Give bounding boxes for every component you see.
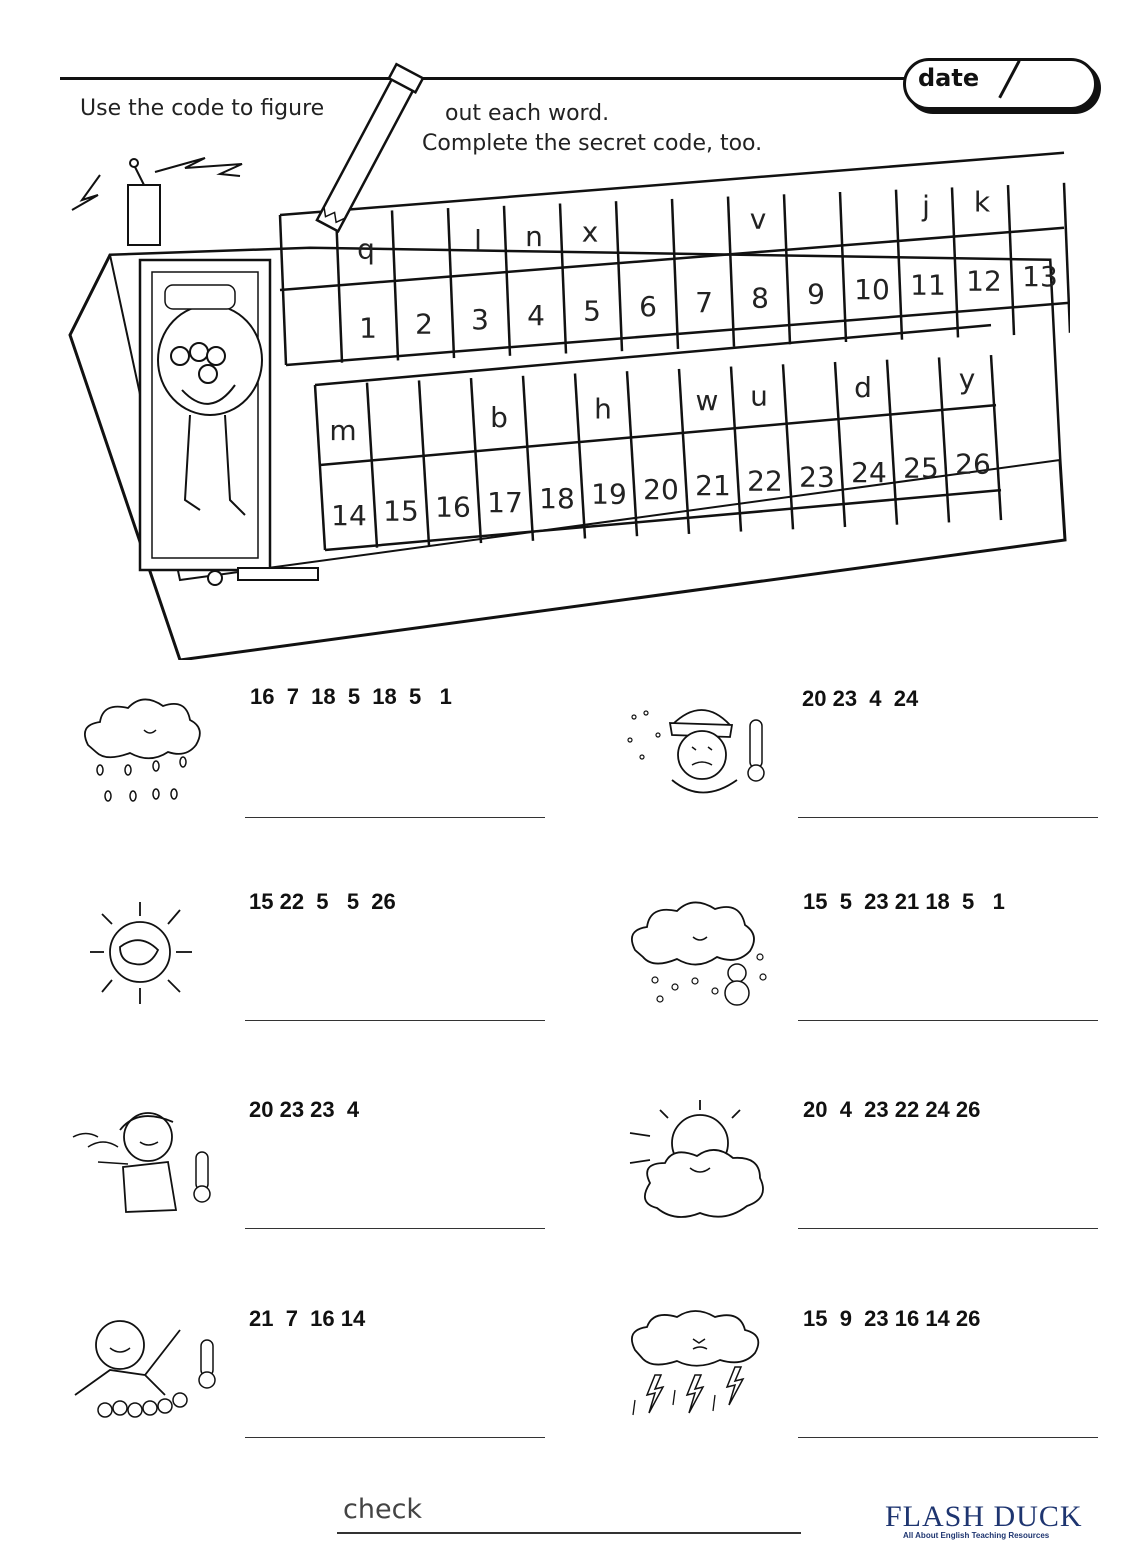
- grid-number: 22: [747, 464, 783, 498]
- exercise-code-7: 21 7 16 14: [249, 1306, 366, 1331]
- cold-child-thermometer-icon: [622, 695, 782, 805]
- logo-tagline: All About English Teaching Resources: [903, 1531, 1050, 1540]
- flash-duck-logo: [885, 1500, 1110, 1545]
- grid-letter: d: [854, 371, 872, 404]
- exercise-code-2: 20 23 4 24: [802, 686, 919, 711]
- grid-number: 25: [903, 451, 939, 485]
- grid-number: 10: [854, 273, 890, 306]
- grid-number: 24: [851, 456, 887, 489]
- grid-number: 12: [966, 264, 1002, 298]
- rainy-cloud-icon: [78, 690, 208, 805]
- grid-number: 4: [527, 298, 545, 332]
- grid-letter: k: [973, 185, 991, 219]
- lightning-icon: [72, 175, 100, 210]
- grid-letter: m: [329, 414, 357, 447]
- instruction-line-1a: Use the code to figure: [80, 96, 325, 121]
- snowy-cloud-snowman-icon: [625, 895, 775, 1010]
- grid-number: 6: [639, 290, 657, 324]
- grid-number: 2: [415, 307, 433, 341]
- exercise-code-1: 16 7 18 5 18 5 1: [250, 684, 452, 709]
- date-label: date: [918, 64, 980, 92]
- answer-line-7[interactable]: [245, 1437, 545, 1438]
- grid-number: 15: [383, 494, 419, 528]
- warm-child-flowers-icon: [65, 1310, 225, 1425]
- exercise-code-4: 15 5 23 21 18 5 1: [803, 889, 1005, 914]
- grid-letter: n: [525, 219, 543, 253]
- grid-number: 18: [539, 481, 575, 515]
- sun-behind-cloud-icon: [625, 1098, 775, 1223]
- grid-letter: v: [749, 202, 767, 236]
- storm-cloud-lightning-icon: [625, 1305, 775, 1430]
- exercise-code-3: 15 22 5 5 26: [249, 889, 396, 914]
- secret-code-device: [60, 60, 1070, 660]
- grid-number: 23: [799, 460, 835, 494]
- grid-letter: l: [474, 224, 482, 258]
- grid-letter: q: [357, 232, 375, 266]
- grid-number: 21: [695, 468, 731, 502]
- grid-letter: y: [958, 362, 976, 396]
- grid-number: 26: [955, 447, 991, 481]
- sun-icon: [80, 892, 200, 1012]
- answer-line-4[interactable]: [798, 1020, 1098, 1021]
- instruction-line-1b: out each word.: [445, 101, 610, 126]
- grid-number: 20: [643, 473, 679, 507]
- logo-text: FLASH DUCK: [885, 1500, 1083, 1533]
- answer-line-1[interactable]: [245, 817, 545, 818]
- exercise-code-8: 15 9 23 16 14 26: [803, 1306, 981, 1331]
- grid-number: 14: [331, 499, 367, 532]
- check-label: check: [343, 1494, 423, 1525]
- grid-letter: u: [750, 379, 768, 413]
- grid-number: 16: [435, 490, 471, 524]
- grid-number: 17: [487, 486, 523, 520]
- grid-number: 19: [591, 477, 627, 511]
- grid-number: 3: [471, 303, 489, 337]
- grid-letter: j: [922, 189, 930, 223]
- answer-line-2[interactable]: [798, 817, 1098, 818]
- grid-letter: x: [581, 215, 599, 249]
- lightning-icon: [155, 158, 242, 176]
- grid-number: 13: [1022, 260, 1058, 294]
- answer-line-5[interactable]: [245, 1228, 545, 1229]
- answer-line-8[interactable]: [798, 1437, 1098, 1438]
- check-line[interactable]: [337, 1532, 801, 1534]
- answer-line-6[interactable]: [798, 1228, 1098, 1229]
- instruction-line-2: Complete the secret code, too.: [422, 131, 763, 156]
- cool-windy-child-icon: [68, 1102, 223, 1217]
- exercise-code-5: 20 23 23 4: [249, 1097, 360, 1122]
- grid-number: 8: [751, 281, 769, 315]
- grid-number: 5: [583, 294, 601, 328]
- grid-letter: h: [594, 392, 612, 426]
- grid-letter: b: [490, 401, 508, 435]
- exercise-code-6: 20 4 23 22 24 26: [803, 1097, 981, 1122]
- grid-number: 11: [910, 268, 946, 302]
- grid-letter: w: [695, 383, 719, 417]
- grid-number: 7: [695, 285, 713, 319]
- grid-number: 9: [807, 277, 825, 311]
- answer-line-3[interactable]: [245, 1020, 545, 1021]
- grid-number: 1: [359, 311, 377, 345]
